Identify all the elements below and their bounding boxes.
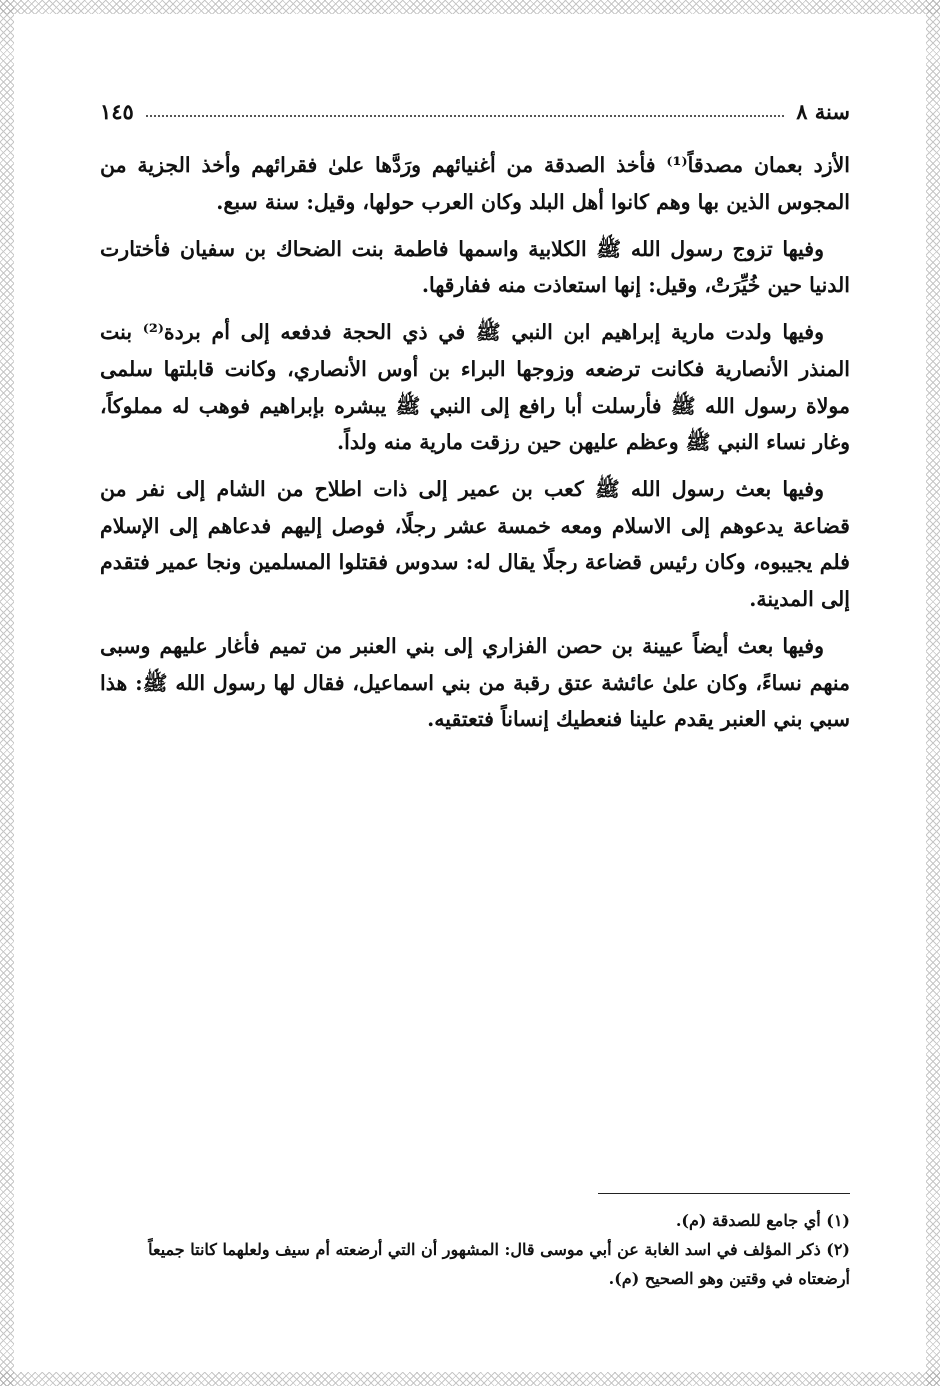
page-number: ١٤٥ bbox=[100, 99, 134, 124]
decorative-border-left bbox=[0, 0, 14, 1386]
footnote-2-continued: أرضعتاه في وقتين وهو الصحيح (م). bbox=[608, 1269, 850, 1288]
running-header bbox=[100, 94, 850, 124]
decorative-border-bottom bbox=[0, 1372, 940, 1386]
decorative-border-top bbox=[0, 0, 940, 14]
section-title: سنة ٨ bbox=[796, 99, 850, 124]
paragraph: الأزد بعمان مصدقاً⁽¹⁾ فأخذ الصدقة من أغنيائهم ورَدَّها علىٰ فقرائهم وأخذ الجزية من المجوس الذين بها وهم كانوا أهل البلد وكان العرب حولها، وقيل: سنة سبع. bbox=[100, 153, 850, 214]
header-leader-dots bbox=[146, 115, 784, 117]
paragraph: وفيها بعث أيضاً عيينة بن حصن الفزاري إلى بني العنبر من تميم فأغار عليهم وسبى منهم نساءً، وكان علىٰ عائشة عتق رقبة من بني اسماعيل، فقال لها رسول الله ﷺ: هذا سبي بني العنبر يقدم علينا فنعطيك إنساناً فتعتقيه. bbox=[100, 634, 850, 732]
paragraph: وفيها تزوج رسول الله ﷺ الكلابية واسمها فاطمة بنت الضحاك بن سفيان فأختارت الدنيا حين خُيِّرَتْ، وقيل: إنها استعاذت منه ففارقها. bbox=[100, 236, 850, 298]
footnotes bbox=[100, 1206, 850, 1293]
paragraph: وفيها بعث رسول الله ﷺ كعب بن عمير إلى ذات اطلاح من الشام إلى نفر من قضاعة يدعوهم إلى الاسلام ومعه خمسة عشر رجلًا، فوصل إليهم فدعاهم إلى الإسلام فلم يجيبوه، وكان رئيس قضاعة رجلًا يقال له: سدوس فقتلوا المسلمين ونجا عمير فتقدم إلى المدينة. bbox=[100, 477, 850, 612]
paragraph: وفيها ولدت مارية إبراهيم ابن النبي ﷺ في ذي الحجة فدفعه إلى أم بردة⁽²⁾ بنت المنذر الأنصارية فكانت ترضعه وزوجها البراء بن أوس الأنصاري، وكانت قابلتها سلمى مولاة رسول الله ﷺ فأرسلت أبا رافع إلى النبي ﷺ يبشره بإبراهيم فوهب له مملوكاً، وغار نساء النبي ﷺ وعظم عليهن حين رزقت مارية منه ولداً. bbox=[100, 320, 850, 455]
footnote-separator bbox=[598, 1193, 850, 1194]
main-text bbox=[100, 147, 850, 748]
decorative-border-right bbox=[926, 0, 940, 1386]
footnote-2: (٢) ذكر المؤلف في اسد الغابة عن أبي موسى قال: المشهور أن التي أرضعته أم سيف ولعلهما كانتا جميعاً bbox=[148, 1240, 850, 1259]
footnote-1: (١) أي جامع للصدقة (م). bbox=[675, 1211, 850, 1230]
